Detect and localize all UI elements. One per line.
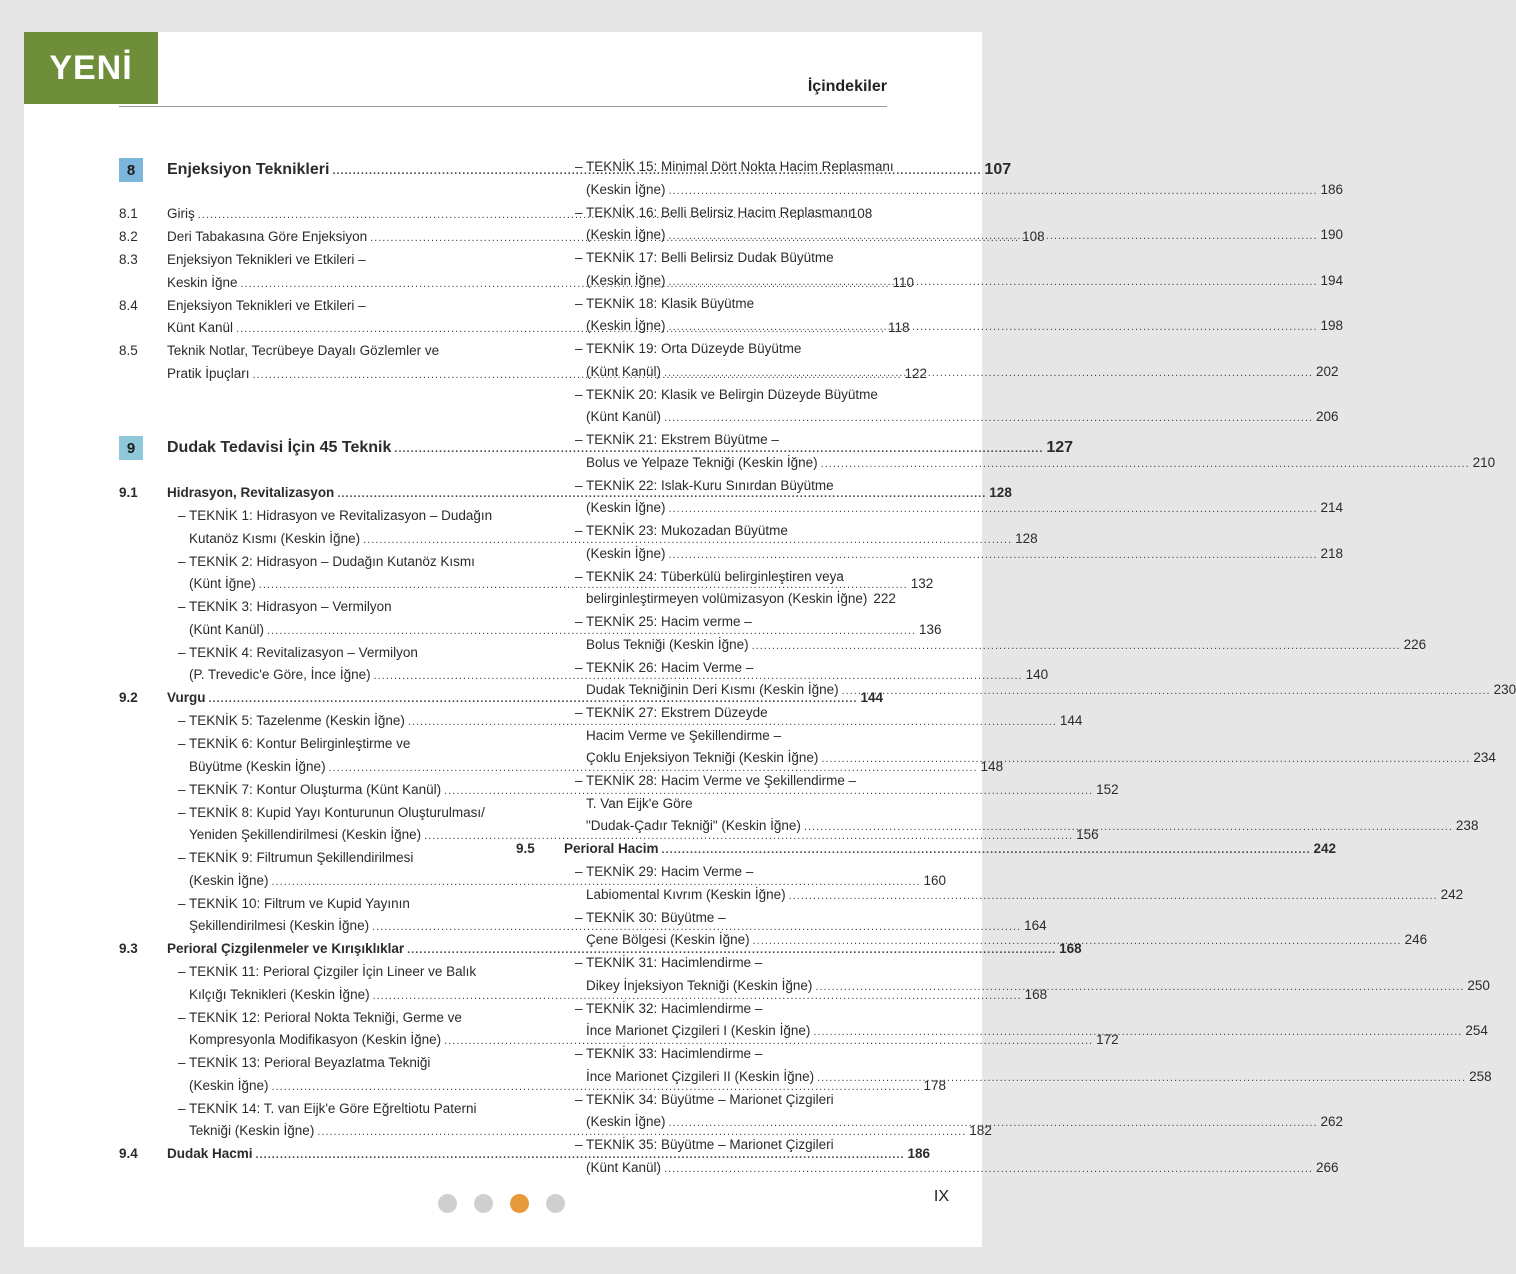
entry-page: 254 (1465, 1023, 1488, 1038)
entry-title: (Keskin İğne) (189, 1077, 269, 1093)
entry-title: (Künt Kanül) (586, 363, 662, 379)
leader-dots (789, 885, 1438, 908)
page-number: IX (933, 1188, 949, 1205)
entry-page: 110 (892, 274, 915, 290)
toc-section-entry[interactable] (516, 838, 1337, 861)
entry-page: 128 (989, 485, 1012, 500)
entry-title: Vurgu (167, 690, 206, 705)
entry-title: – TEKNİK 8: Kupid Yayı Konturunun Oluşturulması/ (178, 804, 485, 820)
entry-page: 144 (1059, 713, 1083, 728)
entry-page: 168 (1059, 941, 1082, 956)
entry-title: (Keskin İğne) (586, 545, 666, 561)
entry-title: – TEKNİK 22: Islak-Kuru Sınırdan Büyütme (575, 477, 834, 493)
section-number: 8.2 (119, 229, 138, 244)
page-indicator-dot[interactable] (474, 1194, 493, 1213)
entry-title: Enjeksiyon Teknikleri ve Etkileri – (167, 252, 366, 267)
entry-title: – TEKNİK 4: Revitalizasyon – Vermilyon (178, 644, 418, 660)
entry-title: (Künt Kanül) (189, 621, 265, 637)
page-title: İçindekiler (807, 78, 887, 95)
leader-dots (842, 680, 1491, 703)
entry-page: 194 (1320, 272, 1344, 288)
entry-page: 206 (1316, 409, 1339, 424)
leader-dots (669, 1112, 1318, 1135)
entry-page: 160 (923, 872, 947, 888)
entry-title: Perioral Hacim (564, 841, 659, 856)
entry-title: – TEKNİK 11: Perioral Çizgiler İçin Lineer ve Balık (178, 964, 477, 979)
entry-title: – TEKNİK 34: Büyütme – Marionet Çizgileri (575, 1091, 834, 1107)
entry-title: Keskin İğne (167, 274, 238, 290)
entry-page: 168 (1024, 986, 1048, 1002)
section-number: 8.5 (119, 343, 138, 358)
section-number: 8.3 (119, 252, 138, 267)
leader-dots (753, 930, 1402, 953)
entry-title: Labiomental Kıvrım (Keskin İğne) (586, 886, 786, 902)
entry-page: 258 (1469, 1068, 1492, 1084)
entry-title: – TEKNİK 25: Hacim verme – (575, 614, 752, 629)
leader-dots (804, 816, 1453, 839)
entry-page: 178 (923, 1077, 947, 1093)
entry-page: 210 (1472, 454, 1496, 470)
entry-page: 266 (1316, 1159, 1339, 1175)
entry-title: (Künt İğne) (189, 576, 256, 591)
entry-title: Enjeksiyon Teknikleri ve Etkileri – (167, 297, 366, 313)
entry-page: 190 (1320, 227, 1344, 242)
entry-title: T. Van Eijk'e Göre (586, 795, 693, 811)
entry-title: Dudak Tekniğinin Deri Kısmı (Keskin İğne) (586, 682, 839, 697)
entry-title: – TEKNİK 23: Mukozadan Büyütme (575, 523, 788, 538)
entry-page: 108 (1022, 229, 1045, 244)
entry-title: Dudak Hacmi (167, 1146, 253, 1161)
entry-title: Yeniden Şekillendirilmesi (Keskin İğne) (189, 827, 422, 842)
entry-page: 152 (1096, 781, 1119, 797)
entry-page: 136 (919, 621, 942, 637)
entry-title: – TEKNİK 15: Minimal Dört Nokta Hacim Replasmanı (575, 159, 894, 174)
section-number: 8.1 (119, 206, 138, 221)
entry-page: 148 (980, 758, 1004, 774)
leader-dots (669, 316, 1318, 339)
section-number: 9.5 (516, 841, 535, 856)
entry-title: Bolus ve Yelpaze Tekniği (Keskin İğne) (586, 454, 818, 470)
entry-title: Çene Bölgesi (Keskin İğne) (586, 932, 750, 947)
entry-title: – TEKNİK 2: Hidrasyon – Dudağın Kutanöz Kısmı (178, 553, 475, 569)
section-number: 9.4 (119, 1146, 138, 1161)
toc-technique-entry[interactable] (516, 566, 896, 611)
entry-title: Perioral Çizgilenmeler ve Kırışıklıklar (167, 941, 405, 956)
entry-title: – TEKNİK 10: Filtrum ve Kupid Yayının (178, 895, 410, 911)
leader-dots (664, 407, 1313, 430)
entry-title: Kompresyonla Modifikasyon (Keskin İğne) (189, 1032, 442, 1047)
leader-dots (669, 180, 1318, 203)
header-divider (119, 106, 887, 107)
entry-page: 118 (888, 320, 910, 335)
entry-title: – TEKNİK 18: Klasik Büyütme (575, 295, 755, 311)
entry-title: belirginleştirmeyen volümizasyon (Keskin İğne) (586, 591, 868, 606)
leader-dots (664, 362, 1313, 385)
section-number: 8.4 (119, 297, 138, 313)
entry-title: İnce Marionet Çizgileri I (Keskin İğne) (586, 1023, 811, 1038)
entry-page: 214 (1320, 500, 1344, 515)
entry-title: Giriş (167, 206, 195, 221)
entry-page: 242 (1440, 886, 1464, 902)
entry-title: (Keskin İğne) (586, 181, 666, 197)
entry-page: 198 (1320, 318, 1344, 333)
entry-title: – TEKNİK 32: Hacimlendirme – (575, 1000, 763, 1016)
entry-title: Kutanöz Kısmı (Keskin İğne) (189, 530, 361, 546)
entry-title: İnce Marionet Çizgileri II (Keskin İğne) (586, 1068, 815, 1084)
entry-page: 234 (1473, 750, 1496, 765)
section-number: 9.2 (119, 690, 138, 705)
leader-dots (821, 453, 1470, 476)
page-indicator-dot[interactable] (510, 1194, 529, 1213)
entry-title: (P. Trevedic'e Göre, İnce İğne) (189, 667, 371, 682)
entry-title: Çoklu Enjeksiyon Tekniği (Keskin İğne) (586, 750, 819, 765)
entry-title: – TEKNİK 33: Hacimlendirme – (575, 1046, 763, 1061)
entry-page: 122 (904, 365, 928, 381)
leader-dots (669, 225, 1318, 248)
entry-page: 262 (1320, 1114, 1344, 1129)
entry-page: 250 (1467, 977, 1490, 993)
entry-title: – TEKNİK 24: Tüberkülü belirginleştiren veya (575, 568, 844, 584)
entry-title: (Keskin İğne) (586, 227, 666, 242)
entry-title: – TEKNİK 28: Hacim Verme ve Şekillendirme – (575, 773, 857, 788)
entry-title: – TEKNİK 13: Perioral Beyazlatma Tekniği (178, 1055, 431, 1070)
section-number: 9.3 (119, 941, 138, 956)
entry-page: 140 (1025, 667, 1049, 682)
entry-title: – TEKNİK 21: Ekstrem Büyütme – (575, 432, 779, 447)
entry-page: 172 (1096, 1032, 1119, 1047)
entry-title: Tekniği (Keskin İğne) (189, 1123, 315, 1138)
leader-dots (821, 748, 1470, 771)
entry-title: – TEKNİK 30: Büyütme – (575, 909, 726, 925)
page-indicator (438, 1194, 565, 1213)
entry-title: Dikey İnjeksiyon Tekniği (Keskin İğne) (586, 977, 813, 993)
chapter-number-badge: 8 (119, 158, 143, 182)
chapter-number-badge: 9 (119, 436, 143, 460)
entry-page: 132 (910, 576, 934, 591)
entry-title: "Dudak-Çadır Tekniği" (Keskin İğne) (586, 818, 801, 833)
entry-page: 230 (1493, 682, 1516, 697)
entry-title: – TEKNİK 5: Tazelenme (Keskin İğne) (178, 713, 405, 728)
entry-title: – TEKNİK 20: Klasik ve Belirgin Düzeyde Büyütme (575, 386, 878, 402)
leader-dots (669, 498, 1318, 521)
entry-title: (Keskin İğne) (586, 1114, 666, 1129)
entry-title: (Künt Kanül) (586, 409, 662, 424)
chapter-page: 127 (1046, 439, 1074, 456)
entry-title: – TEKNİK 3: Hidrasyon – Vermilyon (178, 599, 392, 614)
entry-title: Pratik İpuçları (167, 365, 250, 381)
entry-page: 226 (1403, 636, 1427, 652)
entry-title: – TEKNİK 9: Filtrumun Şekillendirilmesi (178, 850, 414, 865)
entry-page: 108 (849, 206, 873, 221)
entry-page: 164 (1024, 918, 1047, 933)
toc-technique-entry[interactable] (516, 384, 1339, 429)
entry-title: – TEKNİK 14: T. van Eijk'e Göre Eğreltiotu Paterni (178, 1100, 477, 1116)
page-indicator-dot[interactable] (546, 1194, 565, 1213)
entry-page: 218 (1320, 545, 1344, 561)
entry-page: 156 (1076, 827, 1099, 842)
entry-title: – TEKNİK 7: Kontur Oluşturma (Künt Kanül) (178, 781, 442, 797)
entry-title: Deri Tabakasına Göre Enjeksiyon (167, 229, 368, 244)
leader-dots (669, 271, 1318, 294)
entry-title: (Künt Kanül) (586, 1159, 662, 1175)
entry-title: (Keskin İğne) (189, 872, 269, 888)
entry-page: 144 (860, 690, 884, 705)
entry-page: 202 (1316, 363, 1339, 379)
entry-title: – TEKNİK 27: Ekstrem Düzeyde (575, 705, 768, 720)
entry-page: 238 (1455, 818, 1479, 833)
entry-page: 222 (873, 591, 896, 606)
entry-title: (Keskin İğne) (586, 500, 666, 515)
entry-title: – TEKNİK 26: Hacim Verme – (575, 659, 754, 675)
entry-title: – TEKNİK 29: Hacim Verme – (575, 864, 754, 879)
leader-dots (817, 1067, 1466, 1090)
entry-title: – TEKNİK 16: Belli Belirsiz Hacim Replasmanı (575, 204, 852, 220)
entry-title: – TEKNİK 1: Hidrasyon ve Revitalizasyon – Dudağın (178, 508, 493, 523)
leader-dots (815, 976, 1464, 999)
new-badge: YENİ (24, 32, 158, 104)
page-indicator-dot[interactable] (438, 1194, 457, 1213)
entry-title: Bolus Tekniği (Keskin İğne) (586, 636, 749, 652)
entry-page: 182 (969, 1123, 992, 1138)
entry-title: – TEKNİK 17: Belli Belirsiz Dudak Büyütme (575, 250, 834, 265)
leader-dots (664, 1158, 1313, 1181)
entry-title: – TEKNİK 6: Kontur Belirginleştirme ve (178, 736, 411, 751)
entry-page: 186 (1320, 181, 1344, 197)
entry-page: 246 (1404, 932, 1428, 947)
entry-title: Büyütme (Keskin İğne) (189, 758, 326, 774)
chapter-title: Enjeksiyon Teknikleri (167, 161, 330, 178)
entry-page: 186 (907, 1146, 931, 1161)
entry-page: 242 (1313, 841, 1337, 856)
entry-title: – TEKNİK 19: Orta Düzeyde Büyütme (575, 341, 802, 356)
chapter-page: 107 (984, 161, 1012, 178)
entry-title: Şekillendirilmesi (Keskin İğne) (189, 918, 370, 933)
entry-title: – TEKNİK 12: Perioral Nokta Tekniği, Germe ve (178, 1009, 462, 1025)
entry-title: (Keskin İğne) (586, 272, 666, 288)
entry-title: Teknik Notlar, Tecrübeye Dayalı Gözlemler ve (167, 343, 440, 358)
leader-dots (669, 544, 1318, 567)
entry-title: – TEKNİK 35: Büyütme – Marionet Çizgileri (575, 1137, 834, 1152)
leader-dots (662, 839, 1311, 862)
entry-title: – TEKNİK 31: Hacimlendirme – (575, 955, 763, 970)
section-number: 9.1 (119, 485, 138, 500)
chapter-title: Dudak Tedavisi İçin 45 Teknik (167, 439, 392, 456)
entry-title: Hacim Verme ve Şekillendirme – (586, 727, 782, 743)
entry-page: 128 (1015, 530, 1038, 546)
entry-title: Hidrasyon, Revitalizasyon (167, 485, 335, 500)
entry-title: Kılçığı Teknikleri (Keskin İğne) (189, 986, 370, 1002)
entry-title: Künt Kanül (167, 320, 234, 335)
book-page (24, 32, 1516, 1247)
entry-title: (Keskin İğne) (586, 318, 666, 333)
leader-dots (752, 635, 1401, 658)
leader-dots (813, 1021, 1462, 1044)
